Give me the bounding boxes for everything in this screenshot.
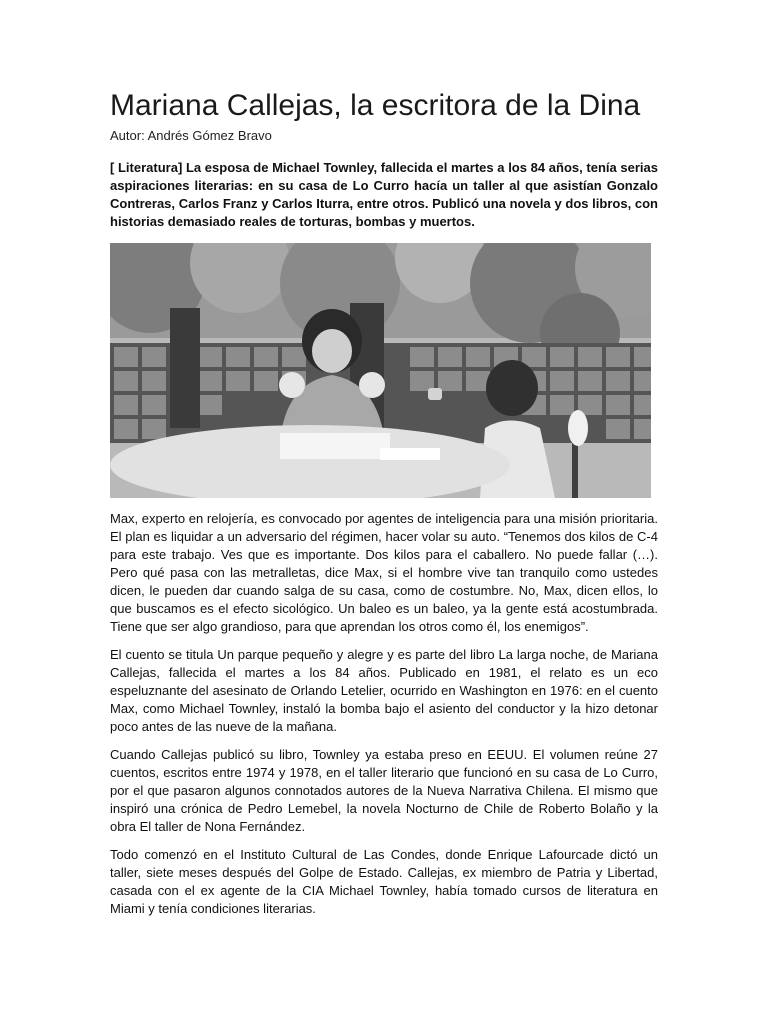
article-author: Autor: Andrés Gómez Bravo xyxy=(110,128,272,143)
article-title: Mariana Callejas, la escritora de la Dina xyxy=(110,89,641,122)
article-photo xyxy=(110,243,651,498)
article-paragraph: Todo comenzó en el Instituto Cultural de Las Condes, donde Enrique Lafourcade dictó un taller, siete meses después del Golpe de Estado. Callejas, ex miembro de Patria y Libertad, casada con el ex agente de la CIA Michael Townley, había tomado cursos de literatura en Miami y tenía condiciones literarias. xyxy=(110,847,658,916)
article-lead: [ Literatura] La esposa de Michael Townley, fallecida el martes a los 84 años, tenía serias aspiraciones literarias: en su casa de Lo Curro hacía un taller al que asistían Gonzalo Contreras, Carlos Franz y Carlos Iturra, entre otros. Publicó una novela y dos libros, con historias demasiado reales de torturas, bombas y muertos. xyxy=(110,160,658,229)
article-paragraph: El cuento se titula Un parque pequeño y alegre y es parte del libro La larga noche, de Mariana Callejas, fallecida el martes a los 84 años. Publicado en 1981, el relato es un eco espeluznante del asesinato de Orlando Letelier, ocurrido en Washington en 1976: en el cuento Max, como Michael Townley, instaló la bomba bajo el asiento del conductor y la hizo detonar poco antes de las nueve de la mañana. xyxy=(110,647,658,734)
article-paragraph: Max, experto en relojería, es convocado por agentes de inteligencia para una misión prioritaria. El plan es liquidar a un adversario del régimen, hacer volar su auto. “Tenemos dos kilos de C-4 para este trabajo. Ves que es importante. Dos kilos para el caballero. No puede fallar (…). Pero qué pasa con las metralletas, dice Max, si el hombre vive tan tranquilo como ustedes dicen, le pueden dar cuando salga de su casa, como de costumbre. No, Max, dicen ellos, lo que buscamos es el efecto sicológico. Un baleo es un baleo, ya la gente está acostumbrada. Tiene que ser algo grandioso, para que aprendan los otros como él, los enemigos”. xyxy=(110,511,658,634)
article-paragraph: Cuando Callejas publicó su libro, Townley ya estaba preso en EEUU. El volumen reúne 27 cuentos, escritos entre 1974 y 1978, en el taller literario que funcionó en su casa de Lo Curro, por el que pasaron algunos connotados autores de la Nueva Narrativa Chilena. El mismo que inspiró una crónica de Pedro Lemebel, la novela Nocturno de Chile de Roberto Bolaño y la obra El taller de Nona Fernández. xyxy=(110,747,658,834)
